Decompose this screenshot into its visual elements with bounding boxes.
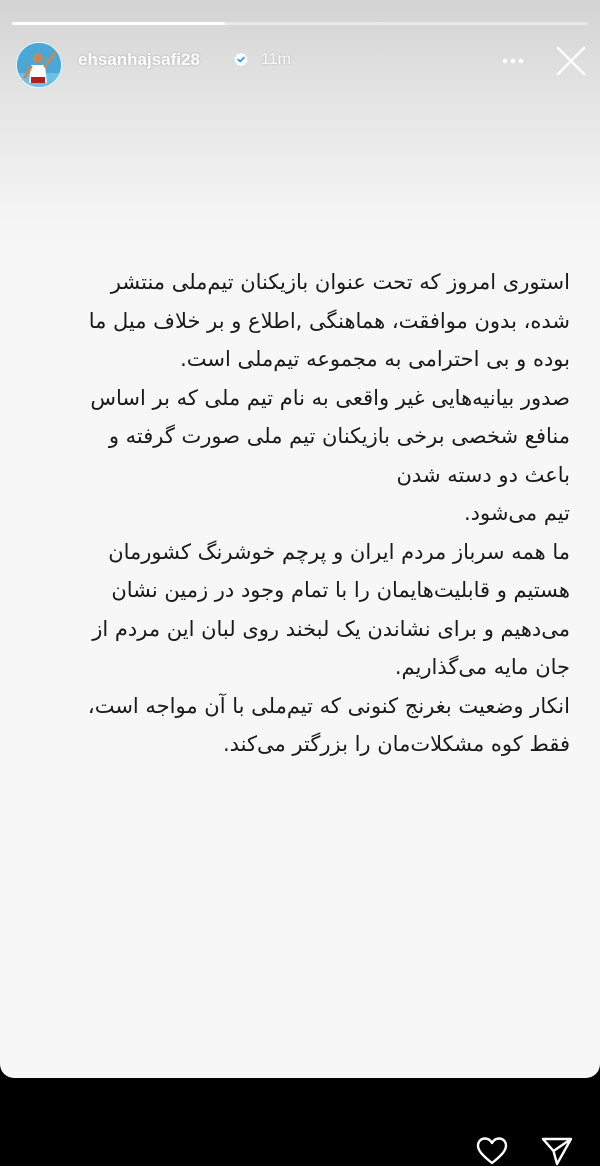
story-text-line: تیم می‌شود. xyxy=(463,501,570,525)
story-footer xyxy=(0,1078,600,1149)
more-dots-icon[interactable] xyxy=(496,46,530,76)
story-text-line: هستیم و قابلیت‌هایمان را با تمام وجود در زمین نشان xyxy=(111,578,570,602)
story-text-line: صدور بیانیه‌هایی غیر واقعی به نام تیم ملی که بر اساس xyxy=(90,385,570,410)
send-icon[interactable] xyxy=(540,1136,574,1166)
story-text-line: بوده و بی احترامی به مجموعه تیم‌ملی است. xyxy=(180,347,570,371)
verified-badge-icon xyxy=(233,52,249,68)
story-header xyxy=(0,36,600,88)
story-text-line: جان مایه می‌گذاریم. xyxy=(394,655,570,679)
story-text-line: انکار وضعیت بغرنج کنونی که تیم‌ملی با آن مواجه است، xyxy=(87,693,570,718)
story-text-line: باعث دو دسته شدن xyxy=(396,462,570,487)
post-time: 11m xyxy=(261,51,291,68)
story-text-line: ما همه سرباز مردم ایران و پرچم خوشرنگ کشورمان xyxy=(108,539,570,564)
story-progress-bar xyxy=(12,22,588,25)
close-icon[interactable] xyxy=(554,44,588,78)
avatar[interactable] xyxy=(16,42,62,88)
story-text-line: فقط کوه مشکلات‌مان را بزرگتر می‌کند. xyxy=(222,732,570,756)
story-text-line: شده، بدون موافقت، هماهنگی ,اطلاع و بر خلاف میل ما xyxy=(88,308,570,333)
story-text-line: استوری امروز که تحت عنوان بازیکنان تیم‌ملی منتشر xyxy=(110,270,570,294)
story-text-line: می‌دهیم و برای نشاندن یک لبخند روی لبان این مردم از xyxy=(92,616,570,641)
story-progress-fill xyxy=(12,22,225,25)
heart-icon[interactable] xyxy=(476,1136,508,1166)
username-link[interactable]: ehsanhajsafi28 xyxy=(78,50,200,69)
avatar-photo-icon xyxy=(17,43,62,88)
story-text-line: منافع شخصی برخی بازیکنان تیم ملی صورت گرفته و xyxy=(108,424,570,448)
story-text-block xyxy=(30,263,570,764)
